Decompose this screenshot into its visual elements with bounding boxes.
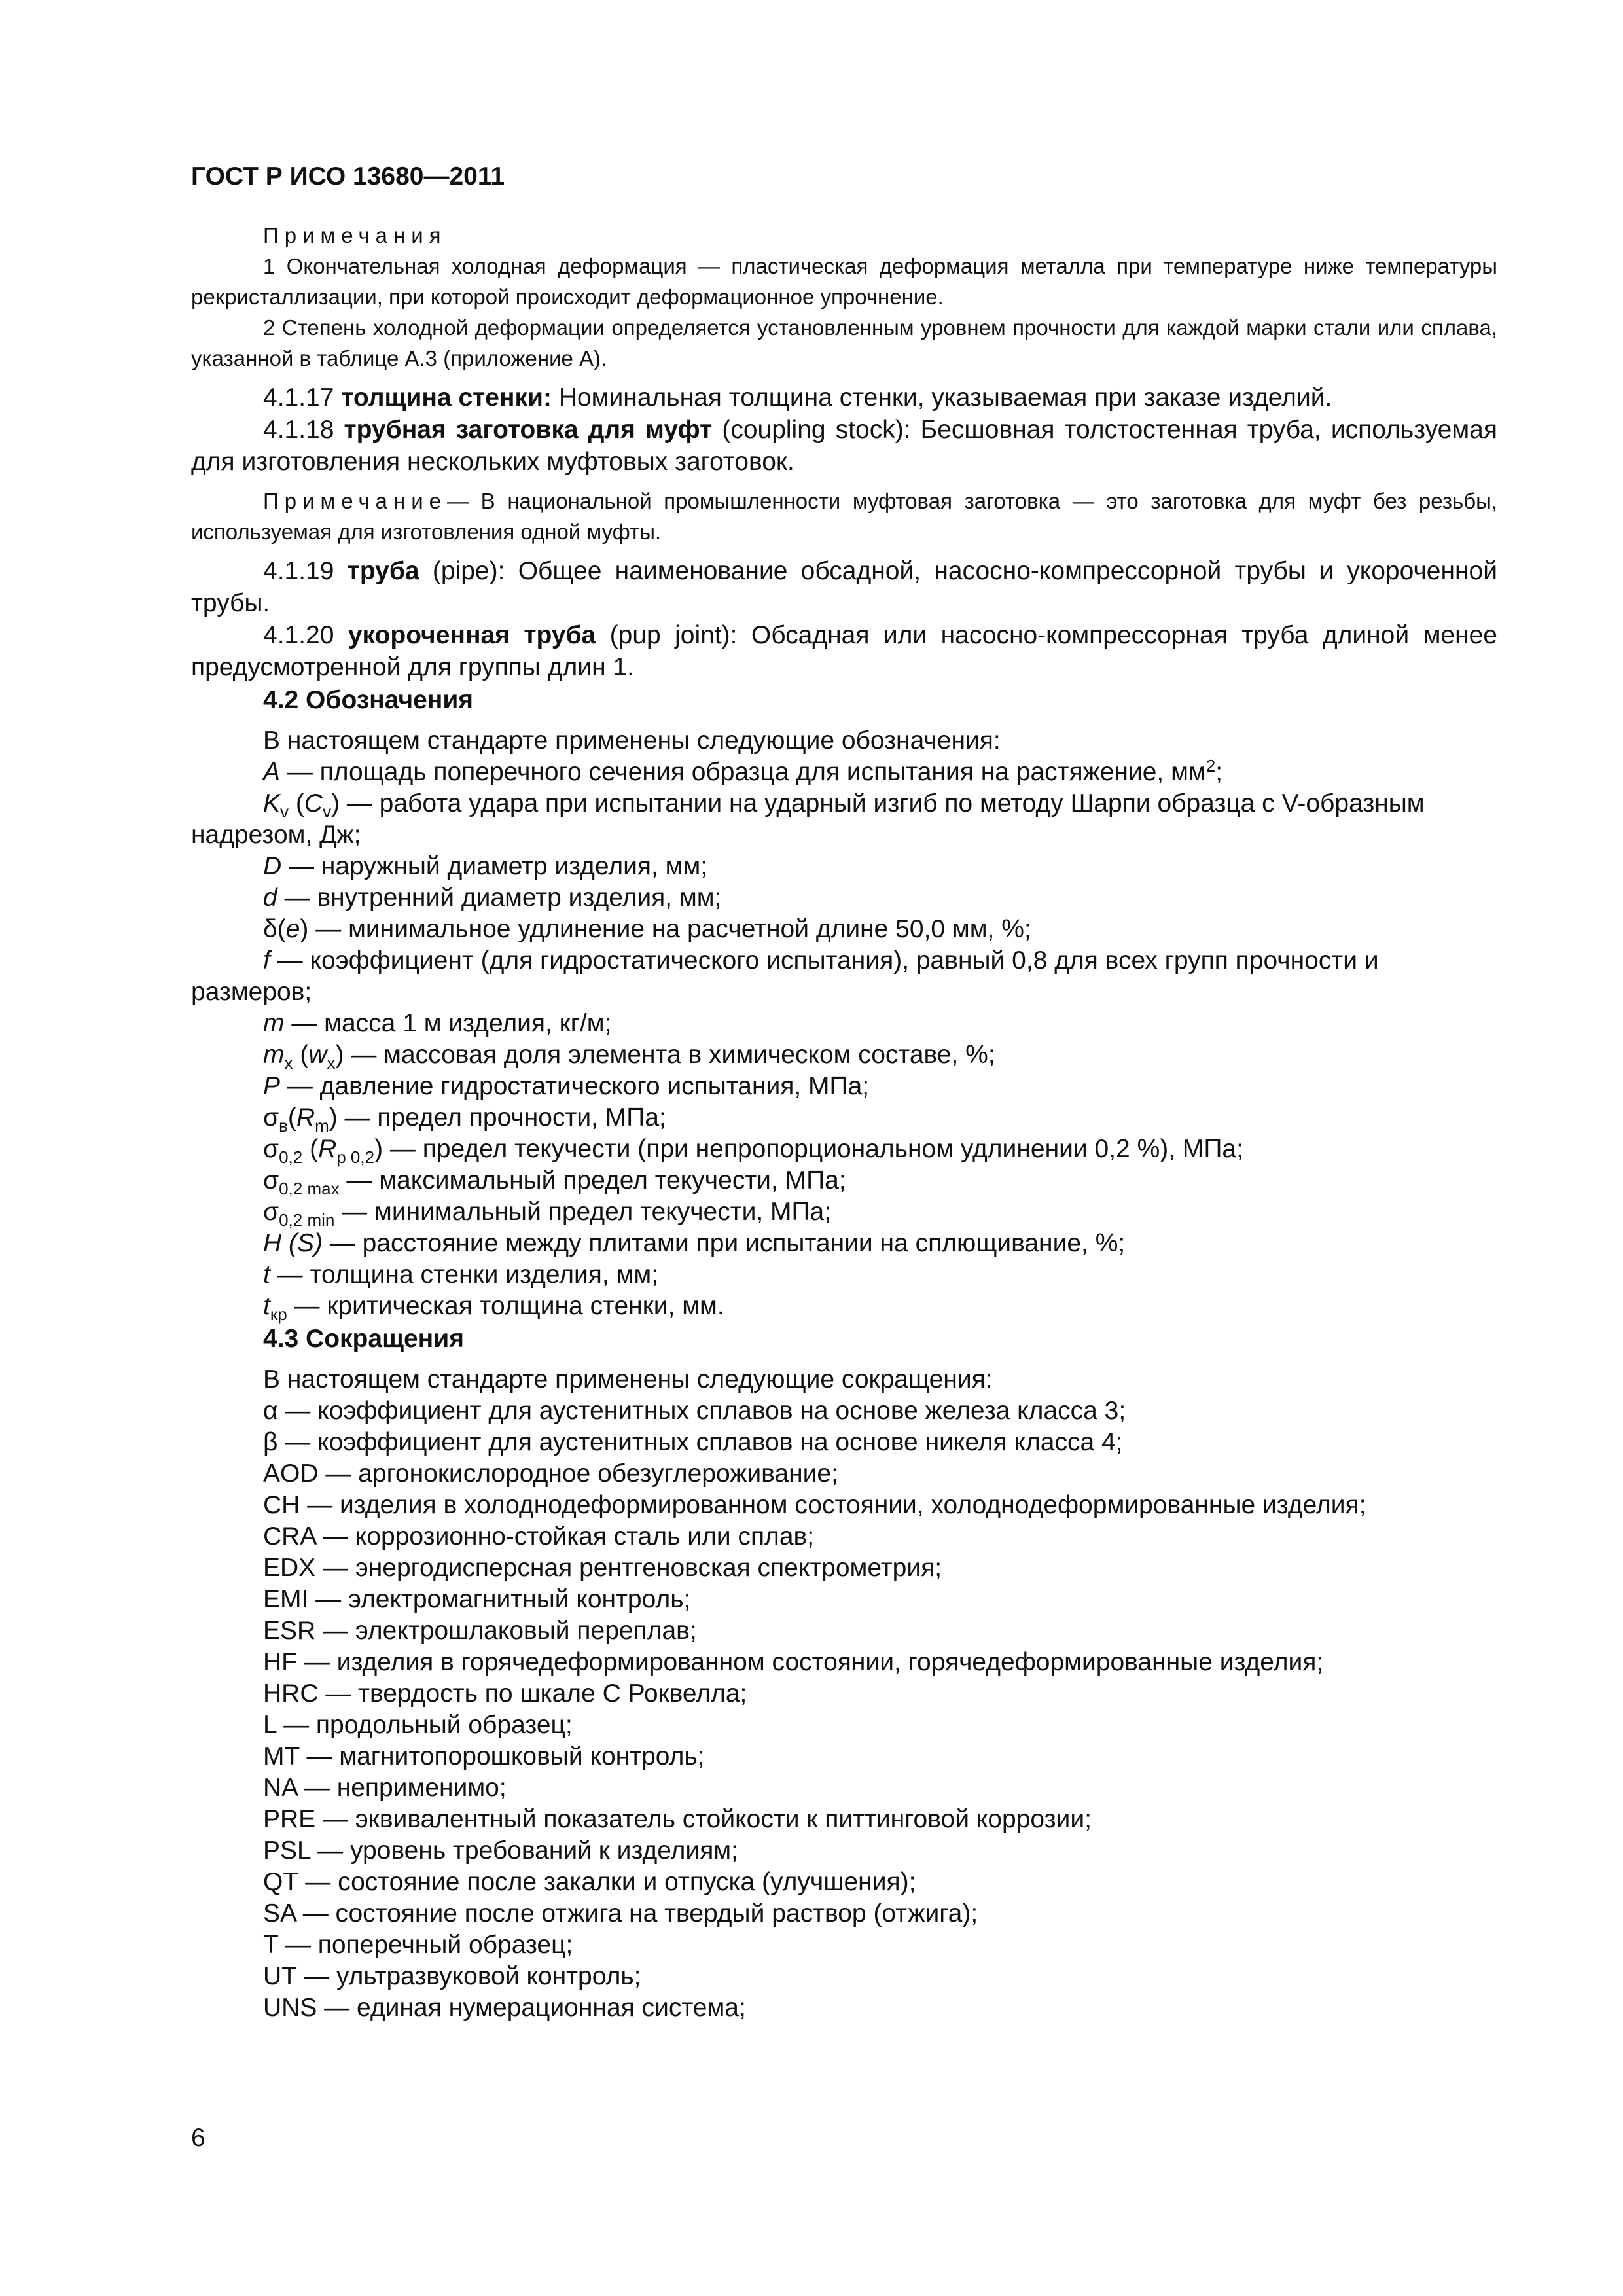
symbol-definition: — коэффициент (для гидростатического испытания), равный 0,8 для всех групп прочности и размеров; (191, 946, 1379, 1006)
symbol-item: $m_x$ $(w_x)$ — массовая доля элемента в химическом составе, %; (263, 1041, 995, 1073)
notes-heading: Примечания (263, 223, 447, 247)
symbol-subscript: v (323, 802, 332, 821)
note-text: — В национальной промышленности муфтовая заготовка — это заготовка для муфт без резьбы, используемая для изготовления одной муфты. (191, 489, 1497, 544)
abbreviation-item: PSL — уровень требований к изделиям; (263, 1837, 738, 1865)
abbreviation-item: EDX — энергодисперсная рентгеновская спектрометрия; (263, 1554, 942, 1582)
term-name: труба (347, 557, 419, 585)
symbol: K (263, 789, 281, 817)
symbol-subscript: кр (270, 1304, 287, 1324)
term-english: (pipe): (432, 557, 505, 585)
symbol: f (263, 946, 270, 975)
abbreviation-item: T — поперечный образец; (263, 1931, 573, 1959)
term-english: (pup joint): (609, 621, 738, 649)
section-intro: В настоящем стандарте применены следующие сокращения: (263, 1365, 993, 1393)
symbol-definition: — внутренний диаметр изделия, мм; (277, 884, 722, 912)
term-4-1-20 (191, 619, 1497, 683)
section-heading-4-3: 4.3 Сокращения (263, 1325, 464, 1353)
term-definition: Общее наименование обсадной, насосно-компрессорной трубы и укороченной трубы. (191, 557, 1498, 617)
symbol: R (318, 1135, 337, 1163)
superscript: 2 (1205, 756, 1216, 776)
symbol: H (S) (263, 1229, 323, 1257)
symbol-item (191, 882, 1497, 914)
section-heading-4-2: 4.2 Обозначения (263, 686, 474, 714)
abbreviation-item: β — коэффициент для аустенитных сплавов на основе никеля класса 4; (263, 1428, 1123, 1456)
symbol-item (191, 1008, 1497, 1039)
symbol-subscript: 0,2 max (279, 1179, 340, 1198)
symbol: m (263, 1041, 285, 1069)
term-english: (coupling stock): (722, 416, 911, 444)
symbol-definition: — давление гидростатического испытания, МПа; (280, 1072, 870, 1100)
abbreviation-item: HF — изделия в горячедеформированном состоянии, горячедеформированные изделия; (263, 1648, 1324, 1676)
symbol-item: A — площадь поперечного сечения образца для испытания на растяжение, $мм^2$; (263, 756, 1223, 786)
page-content (191, 220, 1497, 2024)
symbol-item (191, 1071, 1497, 1102)
term-number: 4.1.18 (263, 416, 334, 444)
abbreviation-item: HRC — твердость по шкале С Роквелла; (263, 1679, 747, 1708)
symbol: t (263, 1292, 270, 1320)
term-4-1-17 (191, 382, 1497, 414)
symbol-definition: ) — предел прочности, МПа; (329, 1103, 666, 1132)
abbreviation-item: ESR — электрошлаковый переплав; (263, 1617, 697, 1645)
symbol: t (263, 1261, 270, 1289)
symbol-definition: ) — предел текучести (при непропорциональном удлинении 0,2 %), МПа; (374, 1135, 1243, 1163)
symbol: C (304, 789, 323, 817)
symbol-subscript: в (279, 1116, 288, 1136)
symbol-definition: — максимальный предел текучести, МПа; (339, 1166, 846, 1194)
symbol-subscript: 0,2 (279, 1147, 303, 1167)
symbol-subscript: x (327, 1053, 336, 1073)
symbol-item: $\sigma_в(R_m)$ — предел прочности, МПа; (263, 1103, 666, 1136)
term-definition: Номинальная толщина стенки, указываемая при заказе изделий. (558, 384, 1332, 412)
term-definition: Бесшовная толстостенная труба, используемая для изготовления нескольких муфтовых заготовок. (191, 416, 1497, 476)
term-name: трубная заготовка для муфт (344, 416, 713, 444)
symbol-subscript: p 0,2 (336, 1147, 375, 1167)
symbol: D (263, 852, 282, 880)
symbol-item (191, 1228, 1497, 1259)
abbreviation-item: UNS — единая нумерационная система; (263, 1994, 746, 2022)
abbreviation-item: NA — неприменимо; (263, 1774, 507, 1802)
symbol-definition: ) — работа удара при испытании на ударный изгиб по методу Шарпи образца с V-образным надрезом, Дж; (191, 789, 1425, 849)
symbol-definition: — минимальный предел текучести, МПа; (334, 1198, 832, 1226)
symbol-subscript: x (284, 1053, 293, 1073)
document-header: ГОСТ Р ИСО 13680—2011 (191, 162, 505, 190)
symbol-definition: — масса 1 м изделия, кг/м; (284, 1009, 612, 1037)
note-item: 1 Окончательная холодная деформация — пластическая деформация металла при температуре ниже температуры рекристаллизации, при которой происходит деформационное упрочнение. (191, 254, 1497, 309)
abbreviation-item: L — продольный образец; (263, 1711, 573, 1739)
symbols-list (191, 757, 1497, 1322)
term-4-1-18 (191, 414, 1497, 478)
symbol: m (263, 1009, 285, 1037)
term-number: 4.1.19 (263, 557, 334, 585)
abbreviation-item: QT — состояние после закалки и отпуска (улучшения); (263, 1868, 916, 1896)
symbol-definition: — наружный диаметр изделия, мм; (281, 852, 708, 880)
term-definition: Обсадная или насосно-компрессорная труба длиной менее предусмотренной для группы длин 1. (191, 621, 1497, 681)
term-4-1-19 (191, 555, 1497, 619)
symbol: e (285, 915, 300, 943)
abbreviation-item: UT — ультразвуковой контроль; (263, 1962, 641, 1990)
abbreviation-item: AOD — аргонокислородное обезуглероживание; (263, 1460, 838, 1488)
symbol-item (191, 1259, 1497, 1291)
note-label: Примечание (263, 489, 448, 513)
abbreviation-item: CRA — коррозионно-стойкая сталь или сплав; (263, 1522, 815, 1551)
page-number: 6 (191, 2124, 205, 2152)
abbreviation-item: SA — состояние после отжига на твердый раствор (отжига); (263, 1899, 978, 1928)
symbol-item: δ(e) — минимальное удлинение на расчетной длине 50,0 мм, %; (263, 915, 1031, 943)
symbol-definition: — расстояние между плитами при испытании на сплющивание, %; (323, 1229, 1126, 1257)
note-single (191, 486, 1497, 547)
symbol-item (191, 945, 1497, 1008)
symbol-item: $\sigma_{0,2 max}$ — максимальный предел текучести, МПа; (263, 1166, 846, 1198)
abbreviation-item: MT — магнитопорошковый контроль; (263, 1742, 705, 1770)
symbol-subscript: v (280, 802, 289, 821)
symbol: A (263, 758, 281, 786)
symbol-item: $\sigma_{0,2 min}$ — минимальный предел текучести, МПа; (263, 1198, 832, 1230)
term-number: 4.1.17 (263, 384, 334, 412)
term-name: укороченная труба (348, 621, 596, 649)
symbol-definition: — толщина стенки изделия, мм; (270, 1261, 659, 1289)
term-name: толщина стенки: (341, 384, 552, 412)
note-item: 2 Степень холодной деформации определяется установленным уровнем прочности для каждой марки стали или сплава, указанной в таблице А.3 (приложение А). (191, 315, 1497, 370)
symbol-item: $\sigma_{0,2}$ $(R_{p 0,2})$ — предел текучести (при непропорциональном удлинении 0,2 %), МПа; (263, 1135, 1243, 1167)
abbreviation-item: α — коэффициент для аустенитных сплавов на основе железа класса 3; (263, 1397, 1126, 1425)
symbol-item (191, 851, 1497, 882)
symbol: P (263, 1072, 281, 1100)
symbol: d (263, 884, 277, 912)
symbol-subscript: m (315, 1116, 329, 1136)
symbol-item: $K_v$ $(C_v)$ — работа удара при испытании на ударный изгиб по методу Шарпи образца с V-образным надрезом, Дж; (191, 789, 1425, 849)
symbol-item (191, 1291, 1497, 1322)
symbol: w (308, 1041, 327, 1069)
symbol-definition: — площадь поперечного сечения образца для испытания на растяжение, мм (280, 758, 1206, 786)
section-intro: В настоящем стандарте применены следующие обозначения: (263, 726, 1001, 755)
symbol-definition: ) — минимальное удлинение на расчетной длине 50,0 мм, %; (300, 915, 1031, 943)
abbreviation-item: EMI — электромагнитный контроль; (263, 1585, 691, 1613)
abbreviations-list (191, 1395, 1497, 2024)
symbol-subscript: 0,2 min (279, 1210, 335, 1230)
symbol-definition: — критическая толщина стенки, мм. (287, 1292, 724, 1320)
abbreviation-item: PRE — эквивалентный показатель стойкости к питтинговой коррозии; (263, 1805, 1092, 1833)
term-number: 4.1.20 (263, 621, 334, 649)
symbol-definition: ) — массовая доля элемента в химическом составе, %; (335, 1041, 995, 1069)
abbreviation-item: CH — изделия в холоднодеформированном состоянии, холоднодеформированные изделия; (263, 1491, 1366, 1519)
symbol: R (296, 1103, 315, 1132)
